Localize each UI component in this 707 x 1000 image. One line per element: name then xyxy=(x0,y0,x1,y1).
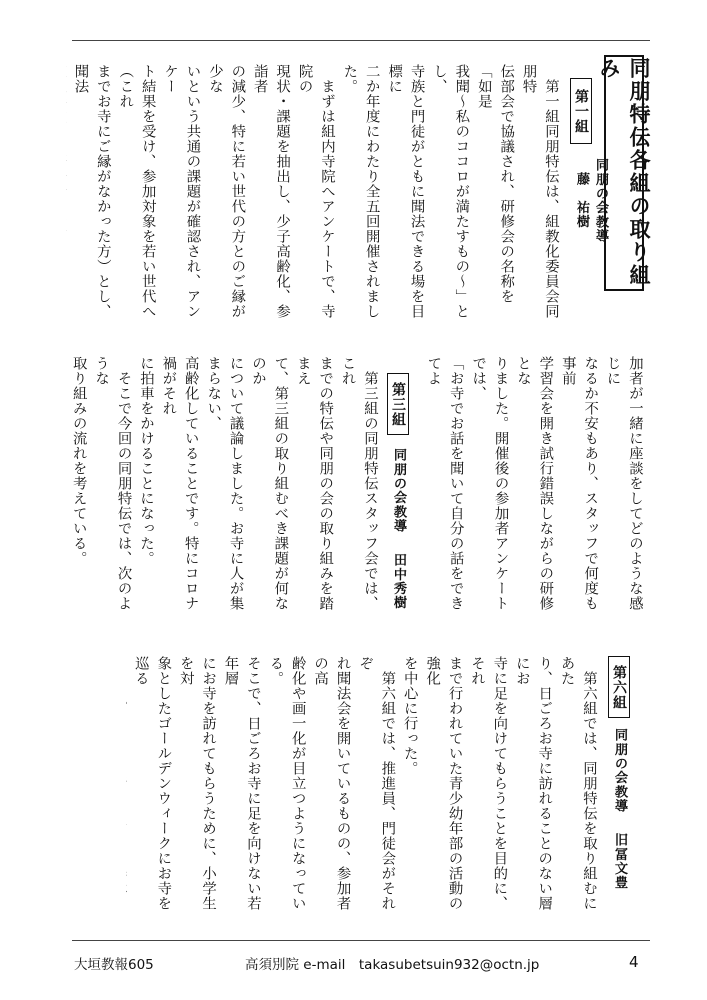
footer-publication: 大垣教報605 xyxy=(74,957,154,973)
top-rule xyxy=(72,40,650,41)
group6-byline xyxy=(610,728,629,918)
group3-label: 第三組 xyxy=(390,381,406,427)
group6-role: 同朋の会教導 xyxy=(612,728,627,814)
group1-label-box xyxy=(570,78,592,144)
group6-author: 旧冨文豊 xyxy=(612,832,627,890)
group1-byline xyxy=(572,158,610,298)
group6-body: 第六組では、同朋特伝を取り組むにあた り、日ごろお寺に訪れることのない層にお 寺に足を向けてもらうことを目的に、それ まで行われていた青少幼年部の活動の強化 を中心に行った。 第六組では、推進員、門徒会がそれぞ れ聞法会を開いているものの、参加者の高 齢化や画一化が目立つようになっている。 そこで、日ごろお寺に足を向けない若年層 にお寺を訪れてもらうために、小学生を対 象としたゴールデンウィークにお寺を巡る xyxy=(132,656,597,911)
group3-body: 第三組の同朋特伝スタッフ会では、これ までの特伝や同朋の会の取り組みを踏まえ て、第三組の取り組むべき課題が何なのか について議論しました。お寺に人が集まらない、 高齢化していることです。特にコロナ禍がそれ に拍車をかけることになった。 そこで今回の同朋特伝では、次のような 取り組みの流れを考えている。 xyxy=(70,356,378,611)
bottom-rule xyxy=(72,940,650,941)
group1-body-continued: 加者が一緒に座談をしてどのような感じに なるか不安もあり、スタッフで何度も事前 学習会を開き試行錯誤しながらの研修とな りました。開催後の参加者アンケートでは、 「お寺でお話を聞いて自分の話をできてよ xyxy=(425,356,643,611)
group3-label-box xyxy=(387,373,409,435)
group3-byline xyxy=(389,448,408,618)
footer-page-number: 4 xyxy=(629,953,639,971)
group1-author: 藤 祐樹 xyxy=(574,172,589,229)
group3-role: 同朋の会教導 xyxy=(391,448,406,534)
footer-contact: 高須別院 e-mail takasubetsuin932@octn.jp xyxy=(245,957,540,973)
group1-label: 第一組 xyxy=(573,88,589,134)
page-title: 同朋特伝各組の取り組み xyxy=(597,57,652,287)
group6-label: 第六組 xyxy=(611,664,627,710)
group3-author: 田中秀樹 xyxy=(391,552,406,610)
group1-body: 第一組同朋特伝は、組教化委員会同朋特 伝部会で協議され、研修会の名称を「如是 我聞～私のココロが満たすもの～」とし、 寺族と門徒がともに聞法できる場を目標に 二か年度にわたり全五回開催されました。 まずは組内寺院へアンケートで、寺院の 現状・課題を抽出し、少子高齢化、参詣者 の減少、特に若い世代の方とのご縁が少な いという共通の課題が確認され、アンケー ト結果を受け、参加対象を若い世代へ（これ までお寺にご縁がなかった方）とし、聞法 xyxy=(72,64,559,319)
group1-role: 同朋の会教導 xyxy=(593,158,608,244)
group6-label-box xyxy=(608,656,630,718)
